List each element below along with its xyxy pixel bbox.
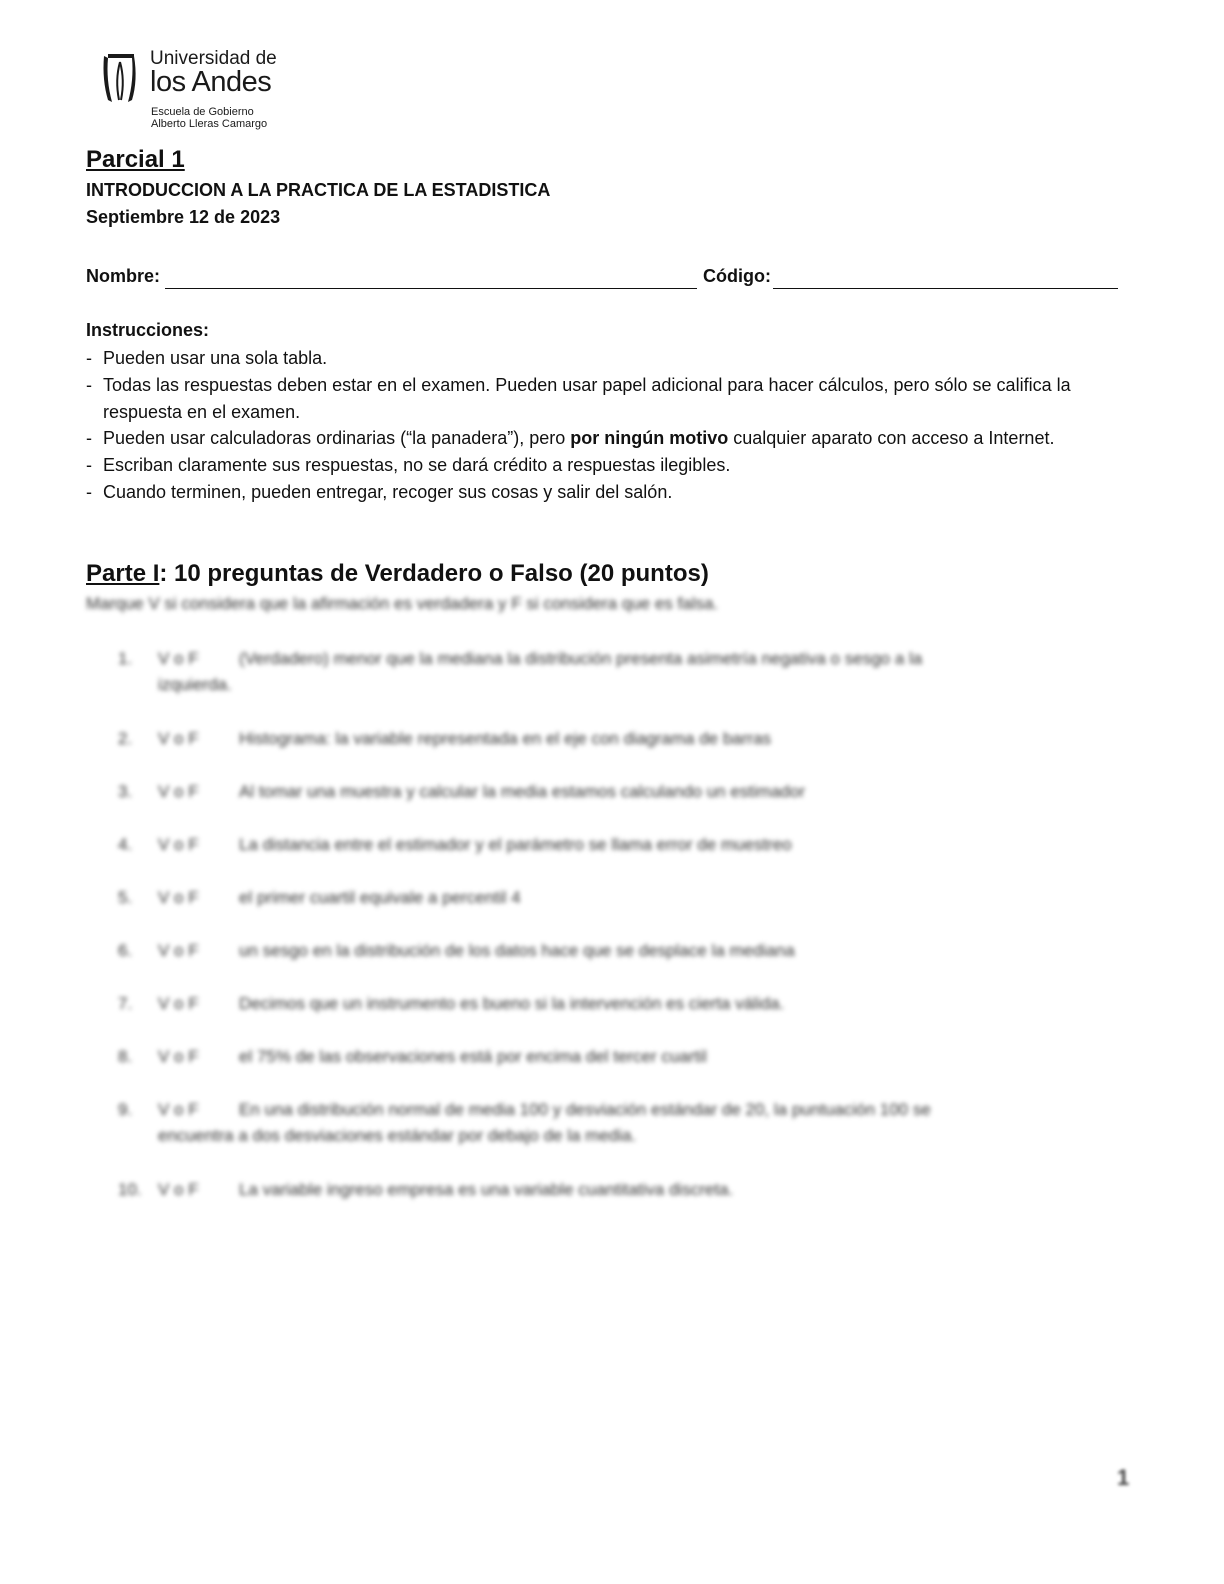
university-logo [98,48,298,134]
code-label: Código: [703,266,771,286]
question-number: 5. [118,888,133,907]
question-number: 2. [118,729,133,748]
question-number: 4. [118,835,133,854]
question-text: Al tomar una muestra y calcular la media estamos calculando un estimador [239,782,805,801]
part1-instructions: Marque V si considera que la afirmación es verdadera y F si considera que es falsa. [86,594,719,613]
code-field[interactable] [773,288,1118,289]
question-text: el 75% de las observaciones está por encima del tercer cuartil [239,1047,707,1066]
instruction-text: Pueden usar calculadoras ordinarias (“la panadera”), pero [103,428,571,449]
part1-title [86,560,709,588]
true-false-options[interactable]: V o F [158,941,199,960]
true-false-options[interactable]: V o F [158,1100,199,1119]
instruction-item: - Cuando terminen, pueden entregar, recoger sus cosas y salir del salón. [86,481,673,502]
question-number: 10. [118,1180,142,1199]
part1-heading: : 10 preguntas de Verdadero o Falso (20 puntos) [159,560,709,587]
instruction-text: Todas las respuestas deben estar en el examen. Pueden usar papel adicional para hacer cálculos, pero sólo se califica la respuesta en el examen. [103,374,1071,422]
logo-school: Escuela de Gobierno [151,106,254,118]
instruction-item: - Escriban claramente sus respuestas, no se dará crédito a respuestas ilegibles. [86,455,731,476]
true-false-options[interactable]: V o F [158,729,199,748]
logo-university-de: Universidad de [150,48,277,69]
question-text: La variable ingreso empresa es una variable cuantitativa discreta. [239,1180,734,1199]
question-number: 8. [118,1047,133,1066]
instruction-text: Escriban claramente sus respuestas, no se dará crédito a respuestas ilegibles. [103,455,731,476]
instruction-item: - Todas las respuestas deben estar en el examen. Pueden usar papel adicional para hacer cálculos, pero sólo se califica la respuesta en el examen. [86,374,1071,422]
question-text: En una distribución normal de media 100 y desviación estándar de 20, la puntuación 100 se [239,1100,931,1119]
true-false-options[interactable]: V o F [158,649,199,668]
instruction-text: cualquier aparato con acceso a Internet. [728,428,1055,449]
true-false-options[interactable]: V o F [158,888,199,907]
question-text: (Verdadero) menor que la mediana la distribución presenta asimetría negativa o sesgo a la [239,649,923,668]
question-text-continued: encuentra a dos desviaciones estándar por debajo de la media. [158,1126,637,1145]
true-false-options[interactable]: V o F [158,782,199,801]
name-field[interactable] [165,288,697,289]
name-label: Nombre: [86,266,161,286]
instructions-list [86,345,1096,506]
instruction-item: - Pueden usar calculadoras ordinarias (“la panadera”), pero por ningún motivo cualquier aparato con acceso a Internet. [86,428,1055,449]
question-number: 7. [118,994,133,1013]
course-name: INTRODUCCION A LA PRACTICA DE LA ESTADISTICA [86,180,551,200]
question-number: 1. [118,649,133,668]
page-number: 1 [1117,1465,1130,1490]
question-text: Decimos que un instrumento es bueno si la intervención es cierta válida. [239,994,785,1013]
andes-crest-icon [98,50,144,108]
instruction-item: - Pueden usar una sola tabla. [86,348,328,368]
question-text: un sesgo en la distribución de los datos hace que se desplace la mediana [239,941,795,960]
question-text: Histograma: la variable representada en el eje con diagrama de barras [239,729,772,748]
question-number: 6. [118,941,133,960]
true-false-options[interactable]: V o F [158,1047,199,1066]
question-number: 9. [118,1100,133,1119]
true-false-options[interactable]: V o F [158,835,199,854]
instruction-text: Pueden usar una sola tabla. [103,348,328,368]
part1-label: Parte I [86,560,160,587]
question-text: La distancia entre el estimador y el parámetro se llama error de muestreo [239,835,792,854]
exam-title: Parcial 1 [86,146,185,173]
instructions-heading: Instrucciones: [86,320,210,340]
instruction-emphasis: por ningún motivo [570,428,729,449]
logo-school-name: Alberto Lleras Camargo [151,118,268,130]
question-text: el primer cuartil equivale a percentil 4 [239,888,521,907]
true-false-options[interactable]: V o F [158,994,199,1013]
question-text-continued: izquierda. [158,675,232,694]
exam-date: Septiembre 12 de 2023 [86,207,281,227]
instruction-text: Cuando terminen, pueden entregar, recoger sus cosas y salir del salón. [103,481,673,502]
true-false-options[interactable]: V o F [158,1180,199,1199]
question-number: 3. [118,782,133,801]
logo-los-andes: los Andes [150,66,272,98]
